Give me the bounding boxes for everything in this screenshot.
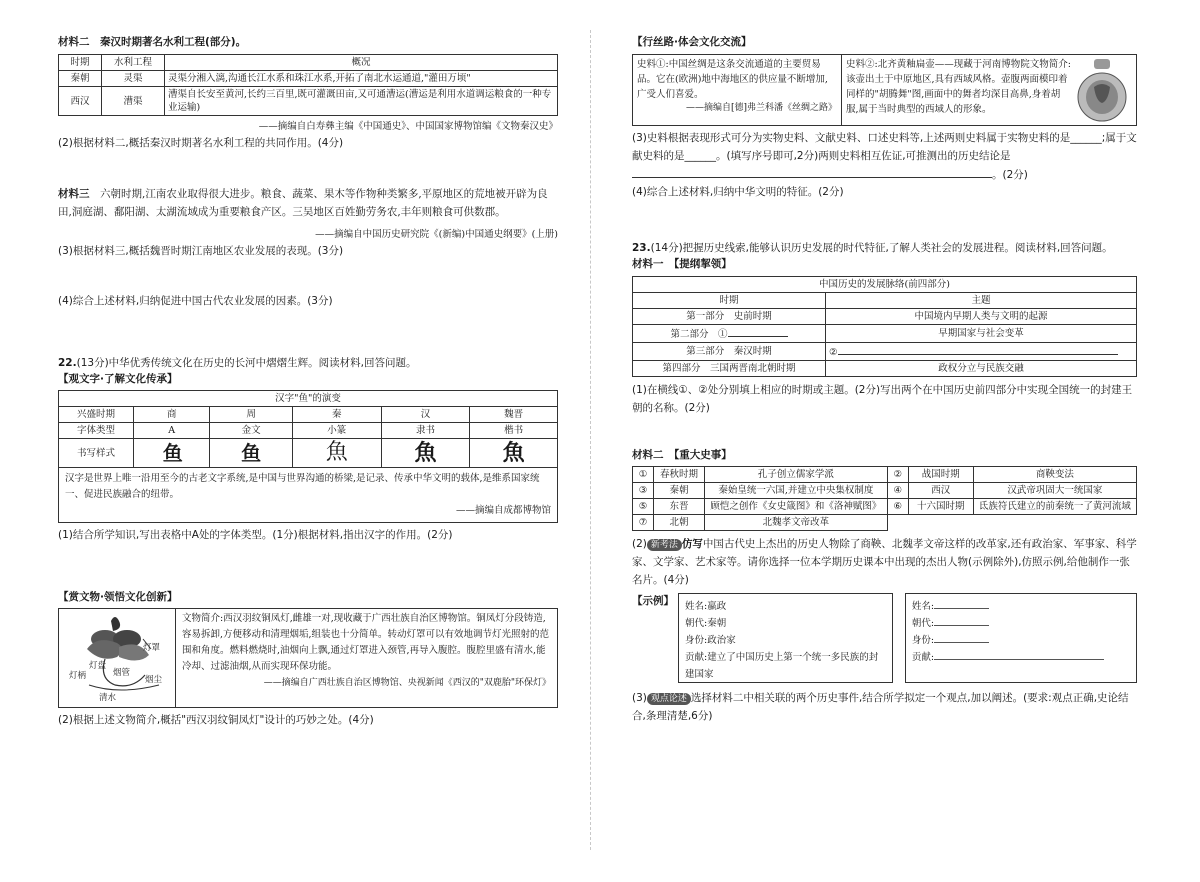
outline-header-theme: 主题	[826, 293, 1137, 309]
question-3: (3)根据材料三,概括魏晋时期江南地区农业发展的表现。(3分)	[58, 245, 344, 257]
event-cell: 汉武帝巩固大一统国家	[973, 483, 1136, 499]
lamp-source: ——摘编自广西壮族自治区博物馆、央视新闻《西汉的"双鹿胎"环保灯》	[263, 678, 551, 688]
question-23-2-text: 中国古代史上杰出的历史人物除了商鞅、北魏孝文帝这样的改革家,还有政治家、军事家、科学家、文学家、艺术家等。请你选择一位本学期历史课本中出现的杰出人物(示例除外),仿照示例,给他制作一张名片。(4分)	[632, 538, 1137, 586]
question-23-2-prefix: (2)	[632, 538, 647, 550]
event-cell: 东晋	[654, 499, 705, 515]
question-silk-3-text: (3)史料根据表现形式可分为实物史料、文献史料、口述史料等,上述两则史料属于实物史料的是______;属于文献史料的是______。(填写序号即可,2分)两则史料相互佐证,可推测出的历史结论是	[632, 132, 1137, 162]
fish-table-title: 汉字"鱼"的演变	[59, 391, 557, 407]
outline-cell: 政权分立与民族交融	[826, 361, 1137, 377]
answer-line	[934, 659, 1104, 660]
table-cell: 西汉	[59, 87, 102, 116]
question-silk-3-end: 。(2分)	[992, 169, 1028, 181]
glyph-text: 魚	[502, 440, 525, 466]
material-2-source: ——摘编自白寿彝主编《中国通史》、中国国家博物馆编《文物秦汉史》	[258, 121, 558, 132]
label-plate: 灯盘	[89, 661, 107, 671]
event-cell: ④	[887, 483, 908, 499]
blank-card[interactable]	[905, 593, 1137, 683]
source-1-text: 史料①:中国丝绸是这条交流通道的主要贸易品。它在(欧洲)地中海地区的供应量不断增加,广受人们喜爱。	[637, 59, 828, 100]
outline-title: 中国历史的发展脉络(前四部分)	[633, 277, 1137, 293]
th-period: 时期	[59, 55, 102, 71]
bronze-fish-glyph	[210, 439, 293, 468]
th-overview: 概况	[165, 55, 558, 71]
glyph-text: 魚	[325, 440, 348, 465]
outline-blank-2-label: ②	[829, 347, 838, 358]
card-contribution: 贡献:建立了中国历史上第一个统一多民族的封建国家	[685, 652, 879, 680]
character-note: 汉字是世界上唯一沿用至今的古老文字系统,是中国与世界沟通的桥梁,是记录、传承中华文明的载体,是维系国家统一、促进民族融合的纽带。	[65, 473, 540, 500]
event-cell: 北魏孝文帝改革	[705, 515, 888, 531]
blank-card-identity	[912, 632, 1130, 649]
question-22-2: (2)根据上述文物简介,概括"西汉羽纹铜凤灯"设计的巧妙之处。(4分)	[58, 714, 374, 726]
question-22-intro	[58, 355, 558, 371]
label-soot: 烟尘	[145, 675, 163, 685]
material-3-source: ——摘编自中国历史研究院《(新编)中国通史纲要》(上册)	[315, 229, 558, 240]
outline-header-period: 时期	[633, 293, 826, 309]
question-23-2	[632, 535, 1137, 589]
event-cell: ①	[633, 467, 654, 483]
row-label: 字体类型	[59, 423, 134, 439]
event-cell: 战国时期	[908, 467, 973, 483]
left-column	[58, 34, 558, 728]
question-23-number: 23.	[632, 242, 651, 254]
blank-1-line	[728, 326, 788, 337]
blank-card-name	[912, 598, 1130, 615]
event-cell: 商鞅变法	[973, 467, 1136, 483]
event-cell: 氐族符氏建立的前秦统一了黄河流域	[973, 499, 1136, 515]
outline-cell: 早期国家与社会变革	[826, 325, 1137, 343]
clerical-fish-glyph	[381, 439, 470, 468]
type-cell: 隶书	[381, 423, 470, 439]
period-cell: 商	[134, 407, 210, 423]
material-2-title: 材料二 秦汉时期著名水利工程(部分)。	[58, 36, 247, 48]
row-label: 书写样式	[59, 439, 134, 468]
question-23-1: (1)在横线①、②处分别填上相应的时期或主题。(2分)写出两个在中国历史前四部分中实现全国统一的封建王朝的名称。(2分)	[632, 384, 1133, 414]
silk-road-box	[632, 54, 1137, 126]
empty-cell	[887, 515, 1136, 531]
character-note-source: ——摘编自成都博物馆	[455, 505, 551, 516]
glyph-image: ⻥	[241, 441, 262, 465]
blank-card-contribution	[912, 649, 1130, 666]
lamp-description: 文物简介:西汉羽纹铜凤灯,雌雄一对,现收藏于广西壮族自治区博物馆。铜凤灯分段铸造,容易拆卸,方便移动和清理烟垢,组装也十分简单。转动灯罩可以有效地调节灯光照射的范围和角度。燃料燃烧时,油烟向上飘,通过灯罩进入颈管,再导入腹腔。腹腔里盛有清水,能冷却、过滤油烟,从而实现环保功能。	[182, 613, 550, 672]
event-cell: ⑤	[633, 499, 654, 515]
card-identity: 身份:政治家	[685, 635, 736, 646]
material-3-text: 六朝时期,江南农业取得很大进步。粮食、蔬菜、果木等作物种类繁多,平原地区的荒地被开辟为良田,洞庭湖、鄱阳湖、太湖流域成为重要粮食产区。三吴地区百姓勤劳务农,丰年则粮食可供数郡。	[58, 188, 548, 218]
period-cell: 周	[210, 407, 293, 423]
phoenix-lamp-drawing	[59, 609, 175, 707]
history-outline-table	[632, 276, 1137, 377]
event-cell: ⑥	[887, 499, 908, 515]
event-cell: 北朝	[654, 515, 705, 531]
outline-cell	[826, 343, 1137, 361]
question-23-intro	[632, 240, 1137, 256]
answer-line	[934, 608, 989, 609]
question-2: (2)根据材料二,概括秦汉时期著名水利工程的共同作用。(4分)	[58, 137, 344, 149]
question-22-number: 22.	[58, 357, 77, 369]
regular-fish-glyph	[470, 439, 557, 468]
imitate-label: 仿写	[681, 538, 703, 550]
table-cell: 秦朝	[59, 71, 102, 87]
question-23-3	[632, 689, 1137, 725]
material-1-outline: 材料一 【提纲挈领】	[632, 258, 732, 270]
lamp-text-area	[176, 609, 557, 707]
label-water: 清水	[99, 693, 117, 703]
source-1-origin: ——摘编自[德]弗兰科潘《丝绸之路》	[685, 103, 837, 113]
lamp-box	[58, 608, 558, 708]
seal-fish-glyph	[292, 439, 381, 468]
new-method-badge: 新考法	[647, 539, 682, 551]
glyph-text: 魚	[414, 440, 437, 466]
card-dynasty: 朝代:秦朝	[685, 618, 727, 629]
source-1	[633, 55, 842, 125]
outline-blank-1-label: 第二部分 ①	[670, 329, 728, 340]
event-cell: ⑦	[633, 515, 654, 531]
table-cell: 漕渠自长安至黄河,长约三百里,既可灌溉田亩,又可通漕运(漕运是利用水道调运粮食的一种专业运输)	[165, 87, 558, 116]
section-appreciate-relics: 【赏文物·领悟文化创新】	[58, 591, 178, 603]
event-cell: 西汉	[908, 483, 973, 499]
event-cell: ②	[887, 467, 908, 483]
events-table	[632, 466, 1137, 531]
type-cell: A	[134, 423, 210, 439]
blank-card-name-label: 姓名:	[911, 601, 935, 612]
question-silk-3	[632, 129, 1137, 184]
event-cell: 顾恺之创作《女史箴图》和《洛神赋图》	[705, 499, 888, 515]
question-23-3-prefix: (3)	[632, 692, 647, 704]
oracle-fish-glyph	[134, 439, 210, 468]
viewpoint-badge: 观点论述	[647, 693, 691, 705]
answer-line	[934, 625, 989, 626]
event-cell: 十六国时期	[908, 499, 973, 515]
blank-card-contribution-label: 贡献:	[911, 652, 935, 663]
question-4: (4)综合上述材料,归纳促进中国古代农业发展的因素。(3分)	[58, 295, 333, 307]
answer-line	[632, 165, 992, 178]
example-card	[678, 593, 893, 683]
source-2	[842, 55, 1136, 125]
event-cell: 秦始皇统一六国,并建立中央集权制度	[705, 483, 888, 499]
blank-card-dynasty	[912, 615, 1130, 632]
glyph-image: ⻥	[162, 441, 181, 465]
row-label: 兴盛时期	[59, 407, 134, 423]
period-cell: 秦	[292, 407, 381, 423]
type-cell: 金文	[210, 423, 293, 439]
event-cell: 秦朝	[654, 483, 705, 499]
column-divider	[590, 30, 591, 850]
material-2-events: 材料二 【重大史事】	[632, 449, 732, 461]
water-projects-table	[58, 54, 558, 116]
fish-evolution-table	[59, 391, 557, 468]
section-silk-road: 【行丝路·体会文化交流】	[632, 36, 752, 48]
example-label: 【示例】	[632, 595, 674, 607]
lamp-illustration	[59, 609, 176, 707]
table-cell: 灵渠	[102, 71, 165, 87]
question-22-1: (1)结合所学知识,写出表格中A处的字体类型。(1分)根据材料,指出汉字的作用。(2分)	[58, 529, 453, 541]
type-cell: 楷书	[470, 423, 557, 439]
outline-cell: 第四部分 三国两晋南北朝时期	[633, 361, 826, 377]
event-cell: 孔子创立儒家学派	[705, 467, 888, 483]
period-cell: 魏晋	[470, 407, 557, 423]
material-3	[58, 185, 558, 221]
label-shade: 灯罩	[143, 643, 161, 653]
th-project: 水利工程	[102, 55, 165, 71]
outline-cell: 第一部分 史前时期	[633, 309, 826, 325]
card-name: 姓名:嬴政	[685, 601, 727, 612]
blank-card-identity-label: 身份:	[911, 635, 935, 646]
question-22-text: (13分)中华优秀传统文化在历史的长河中熠熠生辉。阅读材料,回答问题。	[76, 357, 417, 369]
material-3-label: 材料三	[58, 188, 90, 200]
outline-cell	[633, 325, 826, 343]
label-handle: 灯柄	[69, 671, 87, 681]
blank-card-dynasty-label: 朝代:	[911, 618, 935, 629]
table-cell: 灵渠分湘入漓,沟通长江水系和珠江水系,开拓了南北水运通道,"灌田万顷"	[165, 71, 558, 87]
question-silk-4: (4)综合上述材料,归纳中华文明的特征。(2分)	[632, 186, 844, 198]
right-column	[632, 34, 1137, 725]
type-cell: 小篆	[292, 423, 381, 439]
table-cell: 漕渠	[102, 87, 165, 116]
outline-cell: 中国境内早期人类与文明的起源	[826, 309, 1137, 325]
event-cell: ③	[633, 483, 654, 499]
label-pipe: 烟管	[113, 668, 131, 678]
answer-line	[934, 642, 989, 643]
section-observe-characters: 【观文字·了解文化传承】	[58, 373, 178, 385]
period-cell: 汉	[381, 407, 470, 423]
source-2-text: 史料②:北齐黄釉扁壶——现藏于河南博物院文物简介:该壶出土于中原地区,具有西域风格。壶腹两面模印着同样的"胡腾舞"图,画面中的舞者均深目高鼻,身着胡服,属于当时典型的西域人的形象。	[846, 59, 1071, 115]
business-card-area	[632, 593, 1137, 685]
event-cell: 春秋时期	[654, 467, 705, 483]
outline-cell: 第三部分 秦汉时期	[633, 343, 826, 361]
blank-2-line	[838, 344, 1118, 355]
question-23-text: (14分)把握历史线索,能够认识历史发展的时代特征,了解人类社会的发展进程。阅读材料,回答问题。	[650, 242, 1113, 254]
flask-image	[1072, 57, 1132, 123]
fish-evolution-box	[58, 390, 558, 523]
question-23-3-text: 选择材料二中相关联的两个历史事件,结合所学拟定一个观点,加以阐述。(要求:观点正确,史论结合,条理清楚,6分)	[632, 692, 1129, 722]
